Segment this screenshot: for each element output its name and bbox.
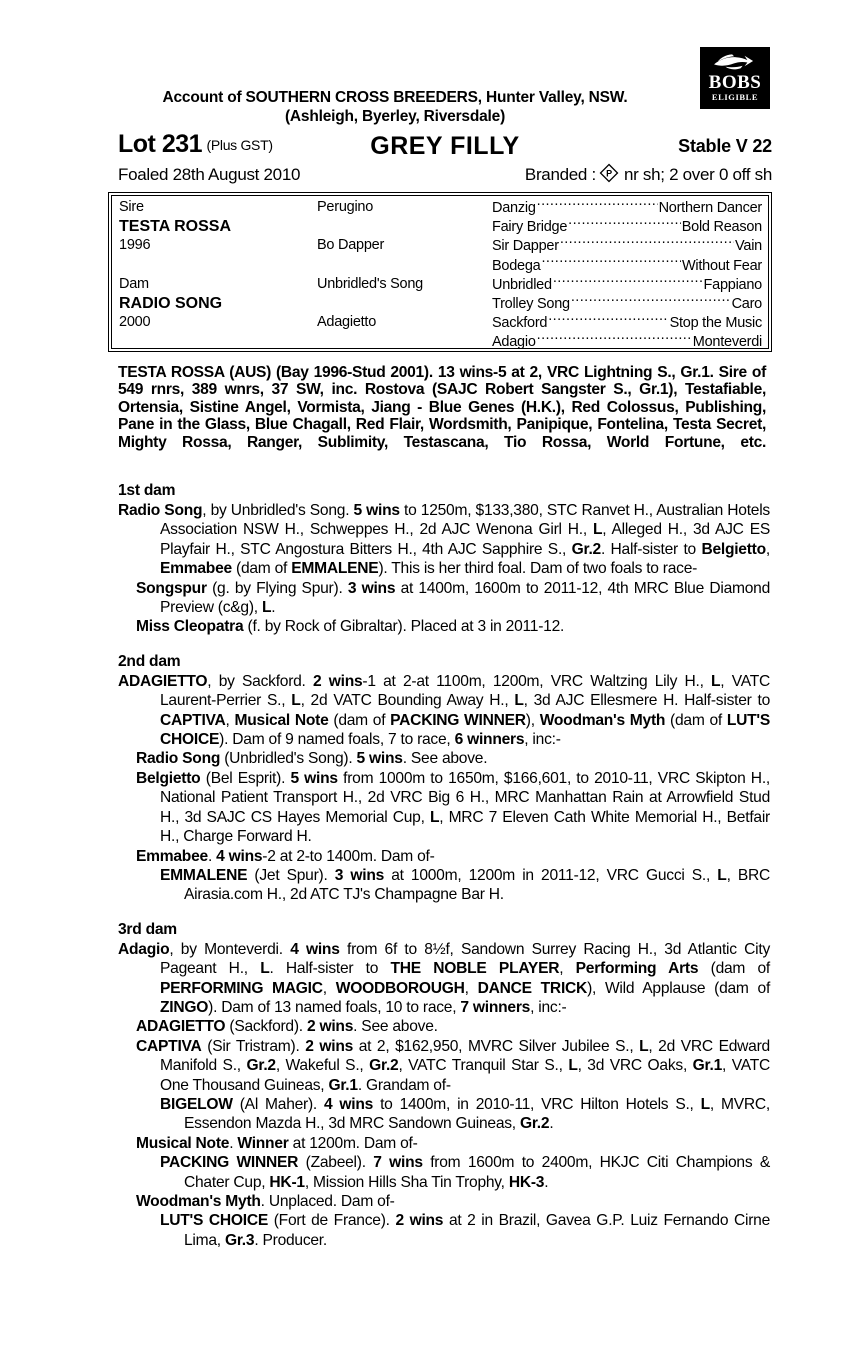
first-dam-text: , by Unbridled's Song. 5 wins to 1250m, $133,380, STC Ranvet H., Australian Hotels Association NSW H., Schweppes H., 2d AJC Wenona Girl H., L, Alleged H., 3d AJC ES Playfair H., STC Angostura Bitters H., 4th AJC Sapphire S., Gr.2. Half-sister to Belgietto, Emmabee (dam of EMMALENE). This is her third foal. Dam of two foals to race- bbox=[160, 502, 770, 578]
grandparent-name: Bo Dapper bbox=[317, 237, 385, 254]
dam-sections bbox=[118, 480, 770, 1250]
pedigree-line bbox=[492, 332, 762, 351]
pedigree-line bbox=[492, 198, 762, 217]
pedigree-line-right: Fappiano bbox=[703, 276, 762, 293]
third-dam-name: Adagio bbox=[118, 940, 170, 958]
brand-diamond-p-icon bbox=[599, 163, 619, 183]
account-line-1: Account of SOUTHERN CROSS BREEDERS, Hunter Valley, NSW. bbox=[162, 89, 628, 106]
bobs-wordmark: BOBS bbox=[708, 72, 762, 93]
pedigree-line-right: Vain bbox=[735, 238, 762, 255]
sire-year: 1996 bbox=[119, 237, 151, 254]
pedigree-line-right: Without Fear bbox=[682, 257, 762, 274]
dot-leader bbox=[542, 256, 682, 270]
dot-leader bbox=[548, 313, 668, 327]
pedigree-col-greatgrandparents bbox=[492, 198, 762, 352]
lot-row bbox=[118, 130, 772, 160]
pedigree-line-right: Stop the Music bbox=[669, 315, 762, 332]
first-dam-paragraph bbox=[118, 501, 770, 579]
grandparent-name: Unbridled's Song bbox=[317, 275, 423, 292]
grandparent-name: Perugino bbox=[317, 199, 374, 215]
pedigree-line bbox=[492, 217, 762, 236]
pedigree-line-right: Bold Reason bbox=[681, 219, 762, 236]
account-line-2: (Ashleigh, Byerley, Riversdale) bbox=[284, 108, 506, 125]
third-dam-progeny: Musical Note. Winner at 1200m. Dam of- bbox=[136, 1134, 418, 1152]
dam-year: 2000 bbox=[119, 314, 151, 331]
branded-detail: nr sh; 2 over 0 off sh bbox=[623, 165, 772, 184]
second-dam-heading: 2nd dam bbox=[118, 652, 181, 670]
second-dam-text: , by Sackford. 2 wins-1 at 2-at 1100m, 1200m, VRC Waltzing Lily H., L, VATC Laurent-Perrier S., L, 2d VATC Bounding Away H., L, 3d AJC Ellesmere H. Half-sister to CAPTIVA, Musical Note (dam of PACKING WINNER), Woodman's Myth (dam of LUT'S CHOICE). Dam of 9 named foals, 7 to race, 6 winners, inc:- bbox=[160, 672, 771, 749]
third-dam-heading: 3rd dam bbox=[118, 920, 177, 938]
grandparent-name: Adagietto bbox=[317, 314, 377, 331]
second-dam-progeny: Radio Song (Unbridled's Song). 5 wins. See above. bbox=[136, 750, 488, 768]
pedigree-line-left: Bodega bbox=[492, 257, 541, 274]
third-dam-progeny: Woodman's Myth. Unplaced. Dam of- bbox=[136, 1193, 395, 1210]
second-dam-progeny: EMMALENE (Jet Spur). 3 wins at 1000m, 1200m in 2011-12, VRC Gucci S., L, BRC Airasia.com H., 2d ATC TJ's Champagne Bar H. bbox=[160, 866, 771, 904]
dot-leader bbox=[571, 294, 731, 308]
foaled-row bbox=[118, 164, 772, 188]
pedigree-line-left: Trolley Song bbox=[492, 295, 570, 312]
pedigree-line-right: Caro bbox=[731, 295, 762, 312]
bobs-eligible-label: ELIGIBLE bbox=[711, 92, 759, 102]
third-dam-progeny: ADAGIETTO (Sackford). 2 wins. See above. bbox=[136, 1018, 438, 1036]
third-dam-progeny: BIGELOW (Al Maher). 4 wins to 1400m, in 2010-11, VRC Hilton Hotels S., L, MVRC, Essendon Mazda H., 3d MRC Sandown Guineas, Gr.2. bbox=[160, 1095, 770, 1133]
dot-leader bbox=[537, 332, 692, 346]
dot-leader bbox=[537, 198, 658, 212]
pedigree-line bbox=[492, 236, 762, 255]
pedigree-line-right: Northern Dancer bbox=[658, 200, 762, 216]
second-dam-name: ADAGIETTO bbox=[118, 672, 208, 690]
third-dam-paragraph bbox=[118, 940, 770, 1018]
pedigree-line bbox=[492, 275, 762, 294]
lot-number: Lot 231 bbox=[118, 130, 203, 158]
gst-note: (Plus GST) bbox=[206, 137, 273, 153]
dam-label: Dam bbox=[119, 275, 149, 292]
foaled-date: Foaled 28th August 2010 bbox=[118, 165, 301, 184]
pedigree-line-left: Sir Dapper bbox=[492, 238, 559, 255]
pedigree-line-left: Adagio bbox=[492, 334, 536, 351]
pedigree-col-grandparents bbox=[317, 198, 492, 352]
pedigree-line-left: Danzig bbox=[492, 200, 536, 216]
pedigree-line bbox=[492, 294, 762, 313]
bobs-horse-logo-icon bbox=[711, 52, 759, 72]
third-dam-progeny: LUT'S CHOICE (Fort de France). 2 wins at 2 in Brazil, Gavea G.P. Luiz Fernando Cirne Lima, Gr.3. Producer. bbox=[160, 1212, 770, 1249]
account-heading bbox=[0, 88, 790, 126]
branded-label: Branded : bbox=[524, 165, 596, 184]
branded-info bbox=[525, 164, 772, 186]
first-dam-heading: 1st dam bbox=[118, 482, 176, 499]
dot-leader bbox=[560, 236, 734, 250]
page-title: GREY FILLY bbox=[370, 132, 520, 160]
first-dam-progeny: Songspur (g. by Flying Spur). 3 wins at 1400m, 1600m to 2011-12, 4th MRC Blue Diamond Preview (c&g), L. bbox=[136, 579, 771, 617]
spacer-row bbox=[119, 256, 317, 275]
stable-label: Stable V 22 bbox=[678, 136, 772, 156]
sire-name: TESTA ROSSA bbox=[119, 218, 232, 236]
pedigree-line bbox=[492, 256, 762, 275]
dot-leader bbox=[553, 275, 703, 289]
third-dam-progeny: PACKING WINNER (Zabeel). 7 wins from 1600m to 2400m, HKJC Citi Champions & Chater Cup, HK-1, Mission Hills Sha Tin Trophy, HK-3. bbox=[160, 1154, 770, 1191]
second-dam-paragraph bbox=[118, 672, 770, 750]
first-dam-progeny: Miss Cleopatra (f. by Rock of Gibraltar). Placed at 3 in 2011-12. bbox=[136, 618, 565, 636]
pedigree-line-left: Unbridled bbox=[492, 276, 552, 293]
pedigree-line-left: Sackford bbox=[492, 315, 548, 332]
pedigree-line-right: Monteverdi bbox=[692, 334, 762, 351]
pedigree-line bbox=[492, 313, 762, 332]
pedigree-col-parents bbox=[119, 198, 317, 352]
first-dam-name: Radio Song bbox=[118, 502, 203, 519]
svg-text:P: P bbox=[606, 168, 612, 179]
dam-name: RADIO SONG bbox=[119, 294, 223, 312]
second-dam-progeny: Emmabee. 4 wins-2 at 2-to 1400m. Dam of- bbox=[136, 847, 435, 865]
second-dam-progeny: Belgietto (Bel Esprit). 5 wins from 1000m to 1650m, $166,601, to 2010-11, VRC Skipton H., National Patient Transport H., 2d VRC Big 6 H., MRC Manhattan Rain at Arrowfield Stud H., 3d SAJC CS Hayes Memorial Cup, L, MRC 7 Eleven Cath White Memorial H., Betfair H., Charge Forward H. bbox=[136, 769, 770, 846]
pedigree-line-left: Fairy Bridge bbox=[492, 219, 568, 236]
sire-summary: TESTA ROSSA (AUS) (Bay 1996-Stud 2001). 13 wins-5 at 2, VRC Lightning S., Gr.1. Sire of 549 rnrs, 389 wnrs, 37 SW, inc. Rostova (SAJC Robert Sangster S., Gr.1), Testafiable, Ortensia, Sistine Angel, Vormista, Jiang - Blue Genes (H.K.), Red Colossus, Publishing, Pane in the Glass, Blue Chagall, Red Flair, Wordsmith, Panipique, Fontelina, Testa Secret, Mighty Rossa, Ranger, Sublimity, Testascana, Tio Rossa, World Fortune, etc. bbox=[118, 364, 766, 451]
sire-label: Sire bbox=[119, 199, 144, 215]
pedigree-table bbox=[108, 192, 772, 352]
third-dam-progeny: CAPTIVA (Sir Tristram). 2 wins at 2, $162,950, MVRC Silver Jubilee S., L, 2d VRC Edward Manifold S., Gr.2, Wakeful S., Gr.2, VATC Tranquil Star S., L, 3d VRC Oaks, Gr.1, VATC One Thousand Guineas, Gr.1. Grandam of- bbox=[136, 1037, 770, 1094]
dot-leader bbox=[568, 217, 681, 231]
third-dam-text: , by Monteverdi. 4 wins from 6f to 8½f, Sandown Surrey Racing H., 3d Atlantic City Pageant H., L. Half-sister to THE NOBLE PLAYER, Performing Arts (dam of PERFORMING MAGIC, WOODBOROUGH, DANCE TRICK), Wild Applause (dam of ZINGO). Dam of 13 named foals, 10 to race, 7 winners, inc:- bbox=[160, 940, 771, 1016]
